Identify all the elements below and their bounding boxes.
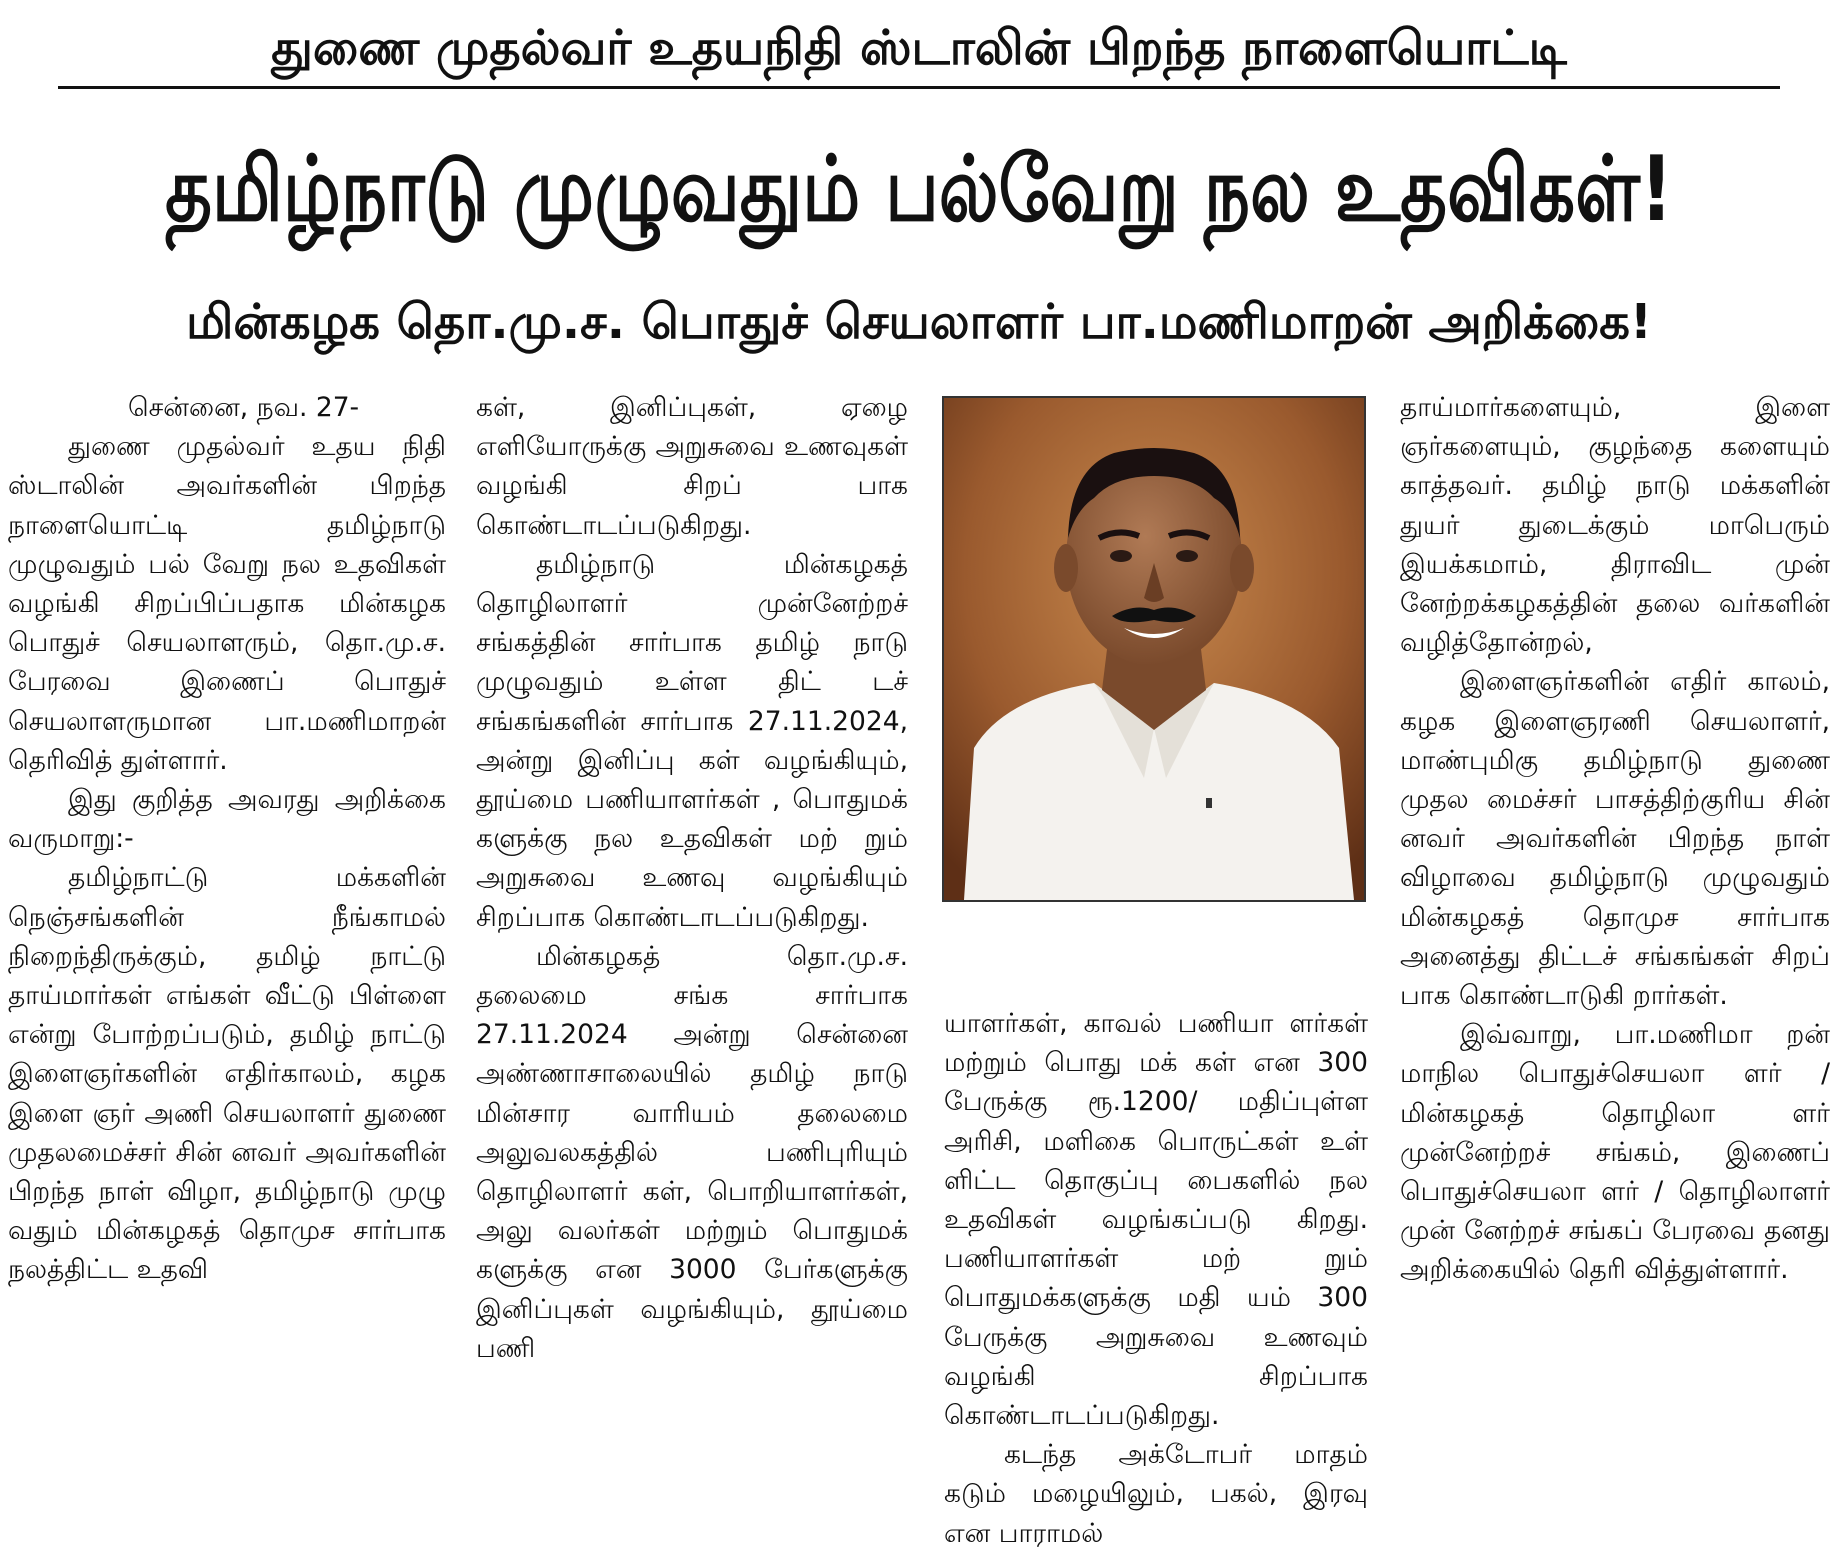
article-column-4 (1400, 388, 1830, 1290)
paragraph: தமிழ்நாடு மின்கழகத் தொழிலாளர் முன்னேற்றச் சங்கத்தின் சார்பாக தமிழ் நாடு முழுவதும் உள்ள திட் டச் சங்கங்களின் சார்பாக 27.11.2024, அன்று இனிப்பு கள் வழங்கியும், தூய்மை பணியாளர்கள் , பொதுமக் களுக்கு நல உதவிகள் மற் றும் அறுசுவை உணவு வழங்கியும் சிறப்பாக கொண்டாடப்படுகிறது. (476, 548, 908, 933)
paragraph: இளைஞர்களின் எதிர் காலம், கழக இளைஞரணி செயலாளர், மாண்புமிகு தமிழ்நாடு துணை முதல மைச்சர் பாசத்திற்குரிய சின் னவர் அவர்களின் பிறந்த நாள் விழாவை தமிழ்நாடு முழுவதும் மின்கழகத் தொமுச சார்பாக அனைத்து திட்டச் சங்கங்கள் சிறப் பாக கொண்டாடுகி றார்கள். (1400, 666, 1830, 1012)
portrait-illustration (944, 398, 1364, 900)
paragraph: தமிழ்நாட்டு மக்களின் நெஞ்சங்களின் நீங்காமல் நிறைந்திருக்கும், தமிழ் நாட்டு தாய்மார்கள் எங்கள் வீட்டு பிள்ளை என்று போற்றப்படும், தமிழ் நாட்டு இளைஞர்களின் எதிர்காலம், கழக இளை ஞர் அணி செயலாளர் துணை முதலமைச்சர் சின் னவர் அவர்களின் பிறந்த நாள் விழா, தமிழ்நாடு முழு வதும் மின்கழகத் தொமுச சார்பாக நலத்திட்ட உதவி (8, 862, 446, 1286)
article-column-1 (8, 388, 446, 1290)
article-column-3 (944, 1004, 1368, 1553)
paragraph: இது குறித்த அவரது அறிக்கை வருமாறு:- (8, 784, 446, 855)
headline: தமிழ்நாடு முழுவதும் பல்வேறு நல உதவிகள்! (165, 136, 1673, 242)
dateline: சென்னை, நவ. 27- (128, 392, 360, 423)
paragraph: இவ்வாறு, பா.மணிமா றன் மாநில பொதுச்செயலா ளர் / மின்கழகத் தொழிலா ளர் முன்னேற்றச் சங்கம், இணைப் பொதுச்செயலா ளர் / தொழிலாளர் முன் னேற்றச் சங்கப் பேரவை தனது அறிக்கையில் தெரி வித்துள்ளார். (1400, 1019, 1830, 1286)
subheadline: மின்கழக தொ.மு.ச. பொதுச் செயலாளர் பா.மணிமாறன் அறிக்கை! (186, 294, 1652, 350)
portrait-photo (942, 396, 1366, 902)
kicker-line: துணை முதல்வர் உதயநிதி ஸ்டாலின் பிறந்த நாளையொட்டி (271, 20, 1567, 76)
paragraph: யாளர்கள், காவல் பணியா ளர்கள் மற்றும் பொது மக் கள் என 300 பேருக்கு ரூ.1200/ மதிப்புள்ள அரிசி, மளிகை பொருட்கள் உள் ளிட்ட தொகுப்பு பைகளில் நல உதவிகள் வழங்கப்படு கிறது. பணியாளர்கள் மற் றும் பொதுமக்களுக்கு மதி யம் 300 பேருக்கு அறுசுவை உணவும் வழங்கி சிறப்பாக கொண்டாடப்படுகிறது. (944, 1008, 1368, 1432)
paragraph: கடந்த அக்டோபர் மாதம் கடும் மழையிலும், பகல், இரவு என பாராமல் (944, 1439, 1368, 1549)
paragraph: மின்கழகத் தொ.மு.ச. தலைமை சங்க சார்பாக 27.11.2024 அன்று சென்னை அண்ணாசாலையில் தமிழ் நாடு மின்சார வாரியம் தலைமை அலுவலகத்தில் பணிபுரியும் தொழிலாளர் கள், பொறியாளர்கள், அலு வலர்கள் மற்றும் பொதுமக் களுக்கு என 3000 பேர்களுக்கு இனிப்புகள் வழங்கியும், தூய்மை பணி (476, 940, 908, 1364)
kicker-underline (58, 86, 1780, 89)
paragraph: தாய்மார்களையும், இளை ஞர்களையும், குழந்தை களையும் காத்தவர். தமிழ் நாடு மக்களின் துயர் துடைக்கும் மாபெரும் இயக்கமாம், திராவிட முன் னேற்றக்கழகத்தின் தலை வர்களின் வழித்தோன்றல், (1400, 392, 1830, 659)
paragraph: துணை முதல்வர் உதய நிதி ஸ்டாலின் அவர்களின் பிறந்த நாளையொட்டி தமிழ்நாடு முழுவதும் பல் வேறு நல உதவிகள் வழங்கி சிறப்பிப்பதாக மின்கழக பொதுச் செயலாளரும், தொ.மு.ச. பேரவை இணைப் பொதுச் செயலாளருமான பா.மணிமாறன் தெரிவித் துள்ளார். (8, 431, 446, 776)
paragraph: கள், இனிப்புகள், ஏழை எளியோருக்கு அறுசுவை உணவுகள் வழங்கி சிறப் பாக கொண்டாடப்படுகிறது. (476, 392, 908, 541)
article-column-2 (476, 388, 908, 1368)
